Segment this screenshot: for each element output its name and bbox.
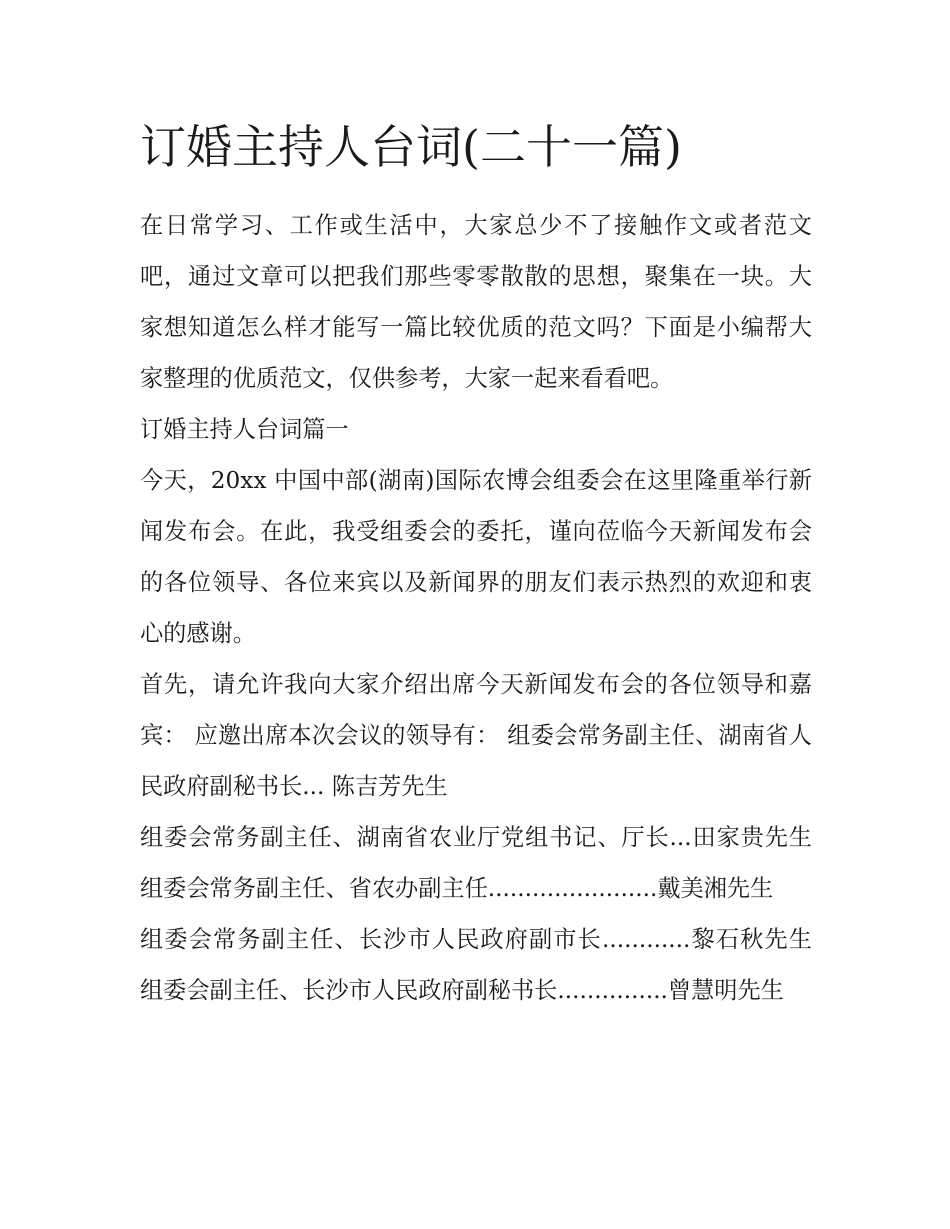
body-paragraph: 组委会常务副主任、湖南省农业厅党组书记、厅长...田家贵先生 组委会常务副主任、省农办副主任.......................戴美湘先生 [140,824,812,902]
intro-paragraph: 在日常学习、工作或生活中，大家总少不了接触作文或者范文吧，通过文章可以把我们那些零零散散的思想，聚集在一块。大家想知道怎么样才能写一篇比较优质的范文吗？下面是小编帮大家整理的优质范文，仅供参考，大家一起来看看吧。 [140,212,812,392]
document-title: 订婚主持人台词(二十一篇) [140,120,682,174]
body-paragraph: 组委会常务副主任、长沙市人民政府副市长............黎石秋先生 组委会副主任、长沙市人民政府副秘书长...............曾慧明先生 [140,926,812,1004]
body-paragraph: 今天，20xx 中国中部(湖南)国际农博会组委会在这里隆重举行新闻发布会。在此，我受组委会的委托，谨向莅临今天新闻发布会的各位领导、各位来宾以及新闻界的朋友们表示热烈的欢迎和衷心的感谢。 [140,467,812,647]
document-body [140,200,812,1016]
section-heading: 订婚主持人台词篇一 [140,416,349,443]
body-paragraph: 首先，请允许我向大家介绍出席今天新闻发布会的各位领导和嘉宾： 应邀出席本次会议的领导有： 组委会常务副主任、湖南省人民政府副秘书长... 陈吉芳先生 [140,671,812,800]
